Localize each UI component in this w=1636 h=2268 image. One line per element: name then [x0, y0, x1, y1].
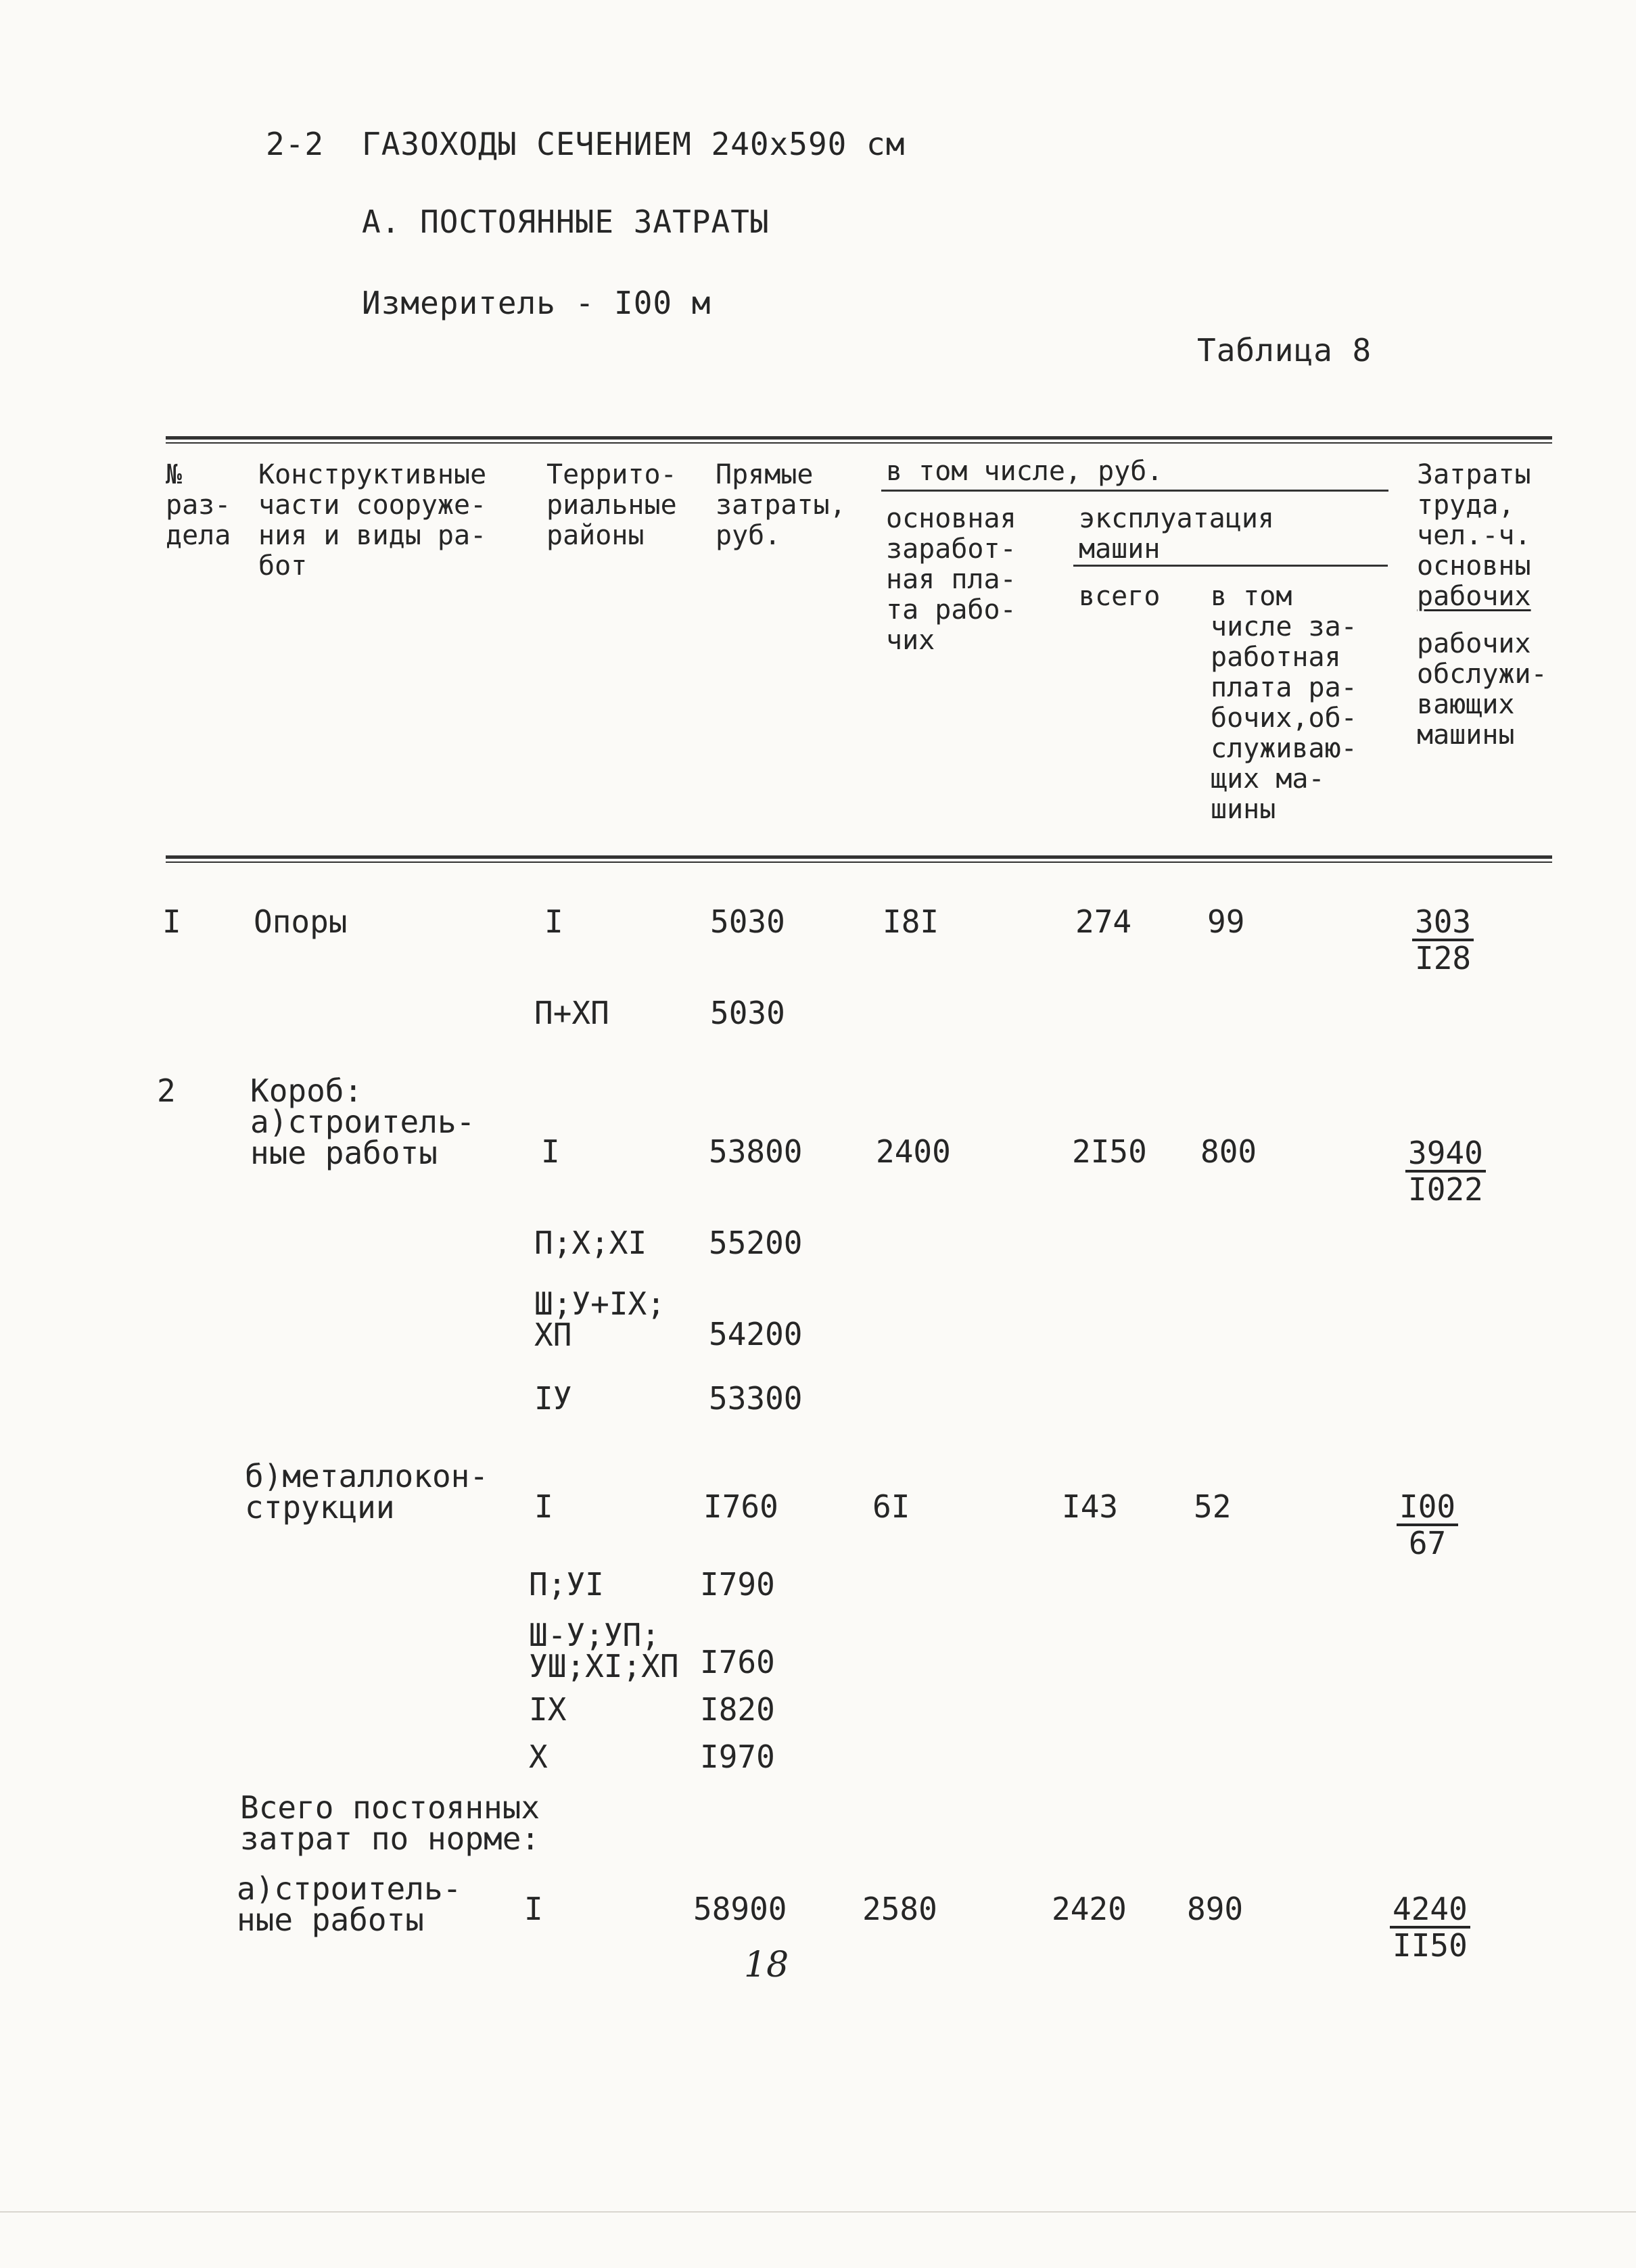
row1-wage: I8I	[883, 903, 939, 940]
row1-incl-wage: 99	[1207, 903, 1245, 940]
row4-labor-machine: II50	[1393, 1927, 1468, 1964]
row3d-direct: I820	[700, 1691, 775, 1728]
row2c-direct: 54200	[709, 1316, 803, 1352]
row2b-region: П;Х;ХI	[534, 1225, 647, 1261]
col-header-labor-workers: рабочих	[1417, 581, 1531, 612]
row3-incl-wage: 52	[1194, 1488, 1232, 1525]
section-title: ГАЗОХОДЫ СЕЧЕНИЕМ 240х590 см	[362, 126, 906, 162]
row2b-direct: 55200	[709, 1225, 803, 1261]
col-header-wage: основная заработ- ная пла- та рабо- чих	[886, 503, 1016, 656]
row2-region: I	[541, 1133, 560, 1170]
table-top-rule	[166, 436, 1552, 440]
row1-labor-main: 303	[1412, 906, 1474, 941]
row1-labor	[1412, 903, 1474, 976]
row2-wage: 2400	[876, 1133, 951, 1170]
row3-labor-machine: 67	[1408, 1525, 1447, 1561]
row1-direct: 5030	[710, 903, 785, 940]
row2d-direct: 53300	[709, 1380, 803, 1417]
row2c-region: Ш;У+IХ; ХП	[534, 1285, 665, 1353]
row2-direct: 53800	[709, 1133, 803, 1170]
row4-machines-total: 2420	[1052, 1891, 1127, 1927]
table-header-bottom-rule-thin	[166, 861, 1552, 863]
row1-name: Опоры	[254, 903, 348, 940]
row3-wage: 6I	[872, 1488, 910, 1525]
row2d-region: IУ	[534, 1380, 572, 1417]
row2-labor-main: 3940	[1405, 1137, 1486, 1173]
col-header-incl-wage: в том числе за- работная плата ра- бочих,об- служиваю- щих ма- шины	[1211, 581, 1357, 825]
row2-labor-machine: I022	[1408, 1171, 1483, 1208]
row3b-region: П;УI	[529, 1566, 604, 1603]
row1-num: I	[162, 903, 181, 940]
section-subtitle: А. ПОСТОЯННЫЕ ЗАТРАТЫ	[362, 204, 770, 240]
row3c-direct: I760	[700, 1644, 775, 1680]
row2-incl-wage: 800	[1200, 1133, 1257, 1170]
row2-labor	[1405, 1135, 1486, 1208]
col-header-regions: Террито- риальные районы	[546, 459, 677, 551]
row3d-region: IХ	[529, 1691, 567, 1728]
total-label: Всего постоянных затрат по норме:	[240, 1789, 540, 1857]
page-number: 18	[744, 1945, 789, 1985]
row3-name: б)металлокон- струкции	[245, 1458, 489, 1526]
section-number: 2-2	[266, 126, 325, 162]
table-label: Таблица 8	[1197, 332, 1372, 369]
col-header-labor-machine: рабочих обслужи- вающих машины	[1417, 628, 1547, 751]
row4-wage: 2580	[862, 1891, 937, 1927]
row4-name: а)строитель- ные работы	[237, 1870, 462, 1938]
row1b-region: П+ХП	[534, 995, 609, 1031]
col-header-section: № раз- дела	[166, 459, 231, 551]
row1-labor-machine: I28	[1415, 940, 1472, 976]
row4-labor-main: 4240	[1390, 1893, 1470, 1929]
row3-machines-total: I43	[1062, 1488, 1119, 1525]
row4-incl-wage: 890	[1187, 1891, 1244, 1927]
row3c-region: Ш-У;УП; УШ;ХI;ХП	[529, 1617, 679, 1684]
page-edge	[0, 2211, 1636, 2213]
col-header-including: в том числе, руб.	[886, 456, 1163, 487]
row3b-direct: I790	[700, 1566, 775, 1603]
row4-labor	[1390, 1891, 1470, 1964]
row4-region: I	[524, 1891, 543, 1927]
col-header-parts: Конструктивные части сооруже- ния и виды ра- бот	[258, 459, 487, 582]
row3-direct: I760	[703, 1488, 778, 1525]
machines-underline	[1073, 565, 1388, 567]
row2-num: 2	[157, 1072, 176, 1109]
row3-region: I	[534, 1488, 553, 1525]
measure-unit: Измеритель - I00 м	[362, 285, 711, 321]
col-header-machines: эксплуатация машин	[1079, 503, 1274, 565]
col-header-labor: Затраты труда, чел.-ч. основны	[1417, 459, 1531, 582]
row3e-direct: I970	[700, 1739, 775, 1775]
table-header-bottom-rule	[166, 855, 1552, 859]
col-header-machines-total: всего	[1079, 581, 1161, 612]
table-top-rule-thin	[166, 442, 1552, 444]
incl-underline	[881, 490, 1388, 492]
row1-region: I	[544, 903, 563, 940]
row3e-region: Х	[529, 1739, 548, 1775]
row2-name: Короб: а)строитель- ные работы	[250, 1072, 475, 1171]
row1-machines-total: 274	[1075, 903, 1132, 940]
row3-labor-main: I00	[1397, 1491, 1458, 1526]
row1b-direct: 5030	[710, 995, 785, 1031]
col-header-direct: Прямые затраты, руб.	[716, 459, 846, 551]
row3-labor	[1397, 1488, 1458, 1561]
row4-direct: 58900	[693, 1891, 787, 1927]
row2-machines-total: 2I50	[1072, 1133, 1147, 1170]
